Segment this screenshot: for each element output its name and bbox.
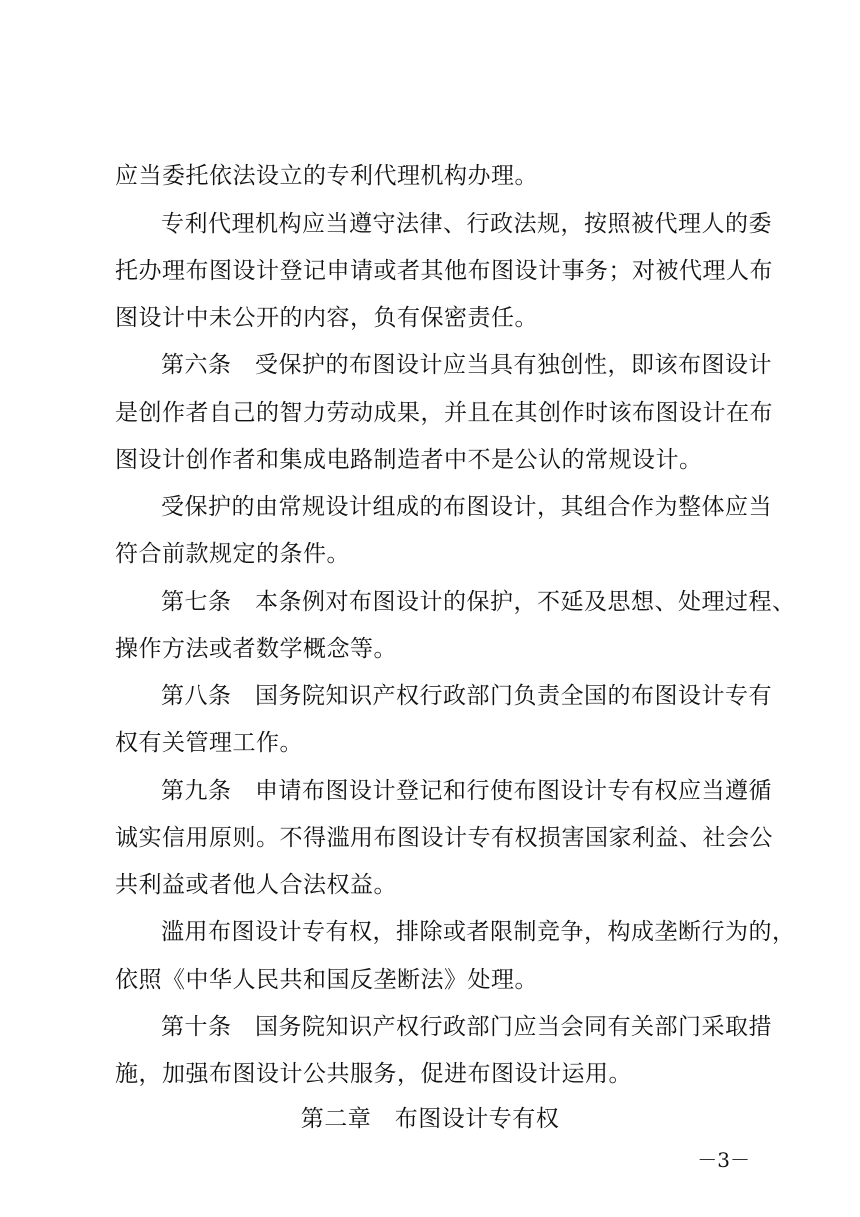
text-line: 是创作者自己的智力劳动成果，并且在其创作时该布图设计在布 [115,400,773,426]
text-line: 诚实信用原则。不得滥用布图设计专有权损害国家利益、社会公 [115,825,773,851]
text-line: 滥用布图设计专有权，排除或者限制竞争，构成垄断行为的， [161,919,796,945]
text-line: 依照《中华人民共和国反垄断法》处理。 [115,967,538,993]
text-line: 符合前款规定的条件。 [115,541,350,567]
text-line: 托办理布图设计登记申请或者其他布图设计事务；对被代理人布 [115,258,773,284]
text-line: 第九条 申请布图设计登记和行使布图设计专有权应当遵循 [161,778,772,804]
text-line: 受保护的由常规设计组成的布图设计，其组合作为整体应当 [161,494,772,520]
chapter-heading: 第二章 布图设计专有权 [300,1106,560,1132]
page-number: －3－ [697,1148,750,1172]
text-line: 应当委托依法设立的专利代理机构办理。 [115,163,538,189]
text-line: 图设计中未公开的内容，负有保密责任。 [115,305,538,331]
text-line: 第八条 国务院知识产权行政部门负责全国的布图设计专有 [161,683,772,709]
text-line: 第十条 国务院知识产权行政部门应当会同有关部门采取措 [161,1014,772,1040]
text-line: 图设计创作者和集成电路制造者中不是公认的常规设计。 [115,447,703,473]
text-line: 第七条 本条例对布图设计的保护，不延及思想、处理过程、 [161,589,796,615]
text-line: 操作方法或者数学概念等。 [115,636,397,662]
text-line: 专利代理机构应当遵守法律、行政法规，按照被代理人的委 [161,211,772,237]
text-line: 权有关管理工作。 [115,730,303,756]
text-line: 第六条 受保护的布图设计应当具有独创性，即该布图设计 [161,352,772,378]
text-line: 施，加强布图设计公共服务，促进布图设计运用。 [115,1061,632,1087]
text-line: 共利益或者他人合法权益。 [115,872,397,898]
